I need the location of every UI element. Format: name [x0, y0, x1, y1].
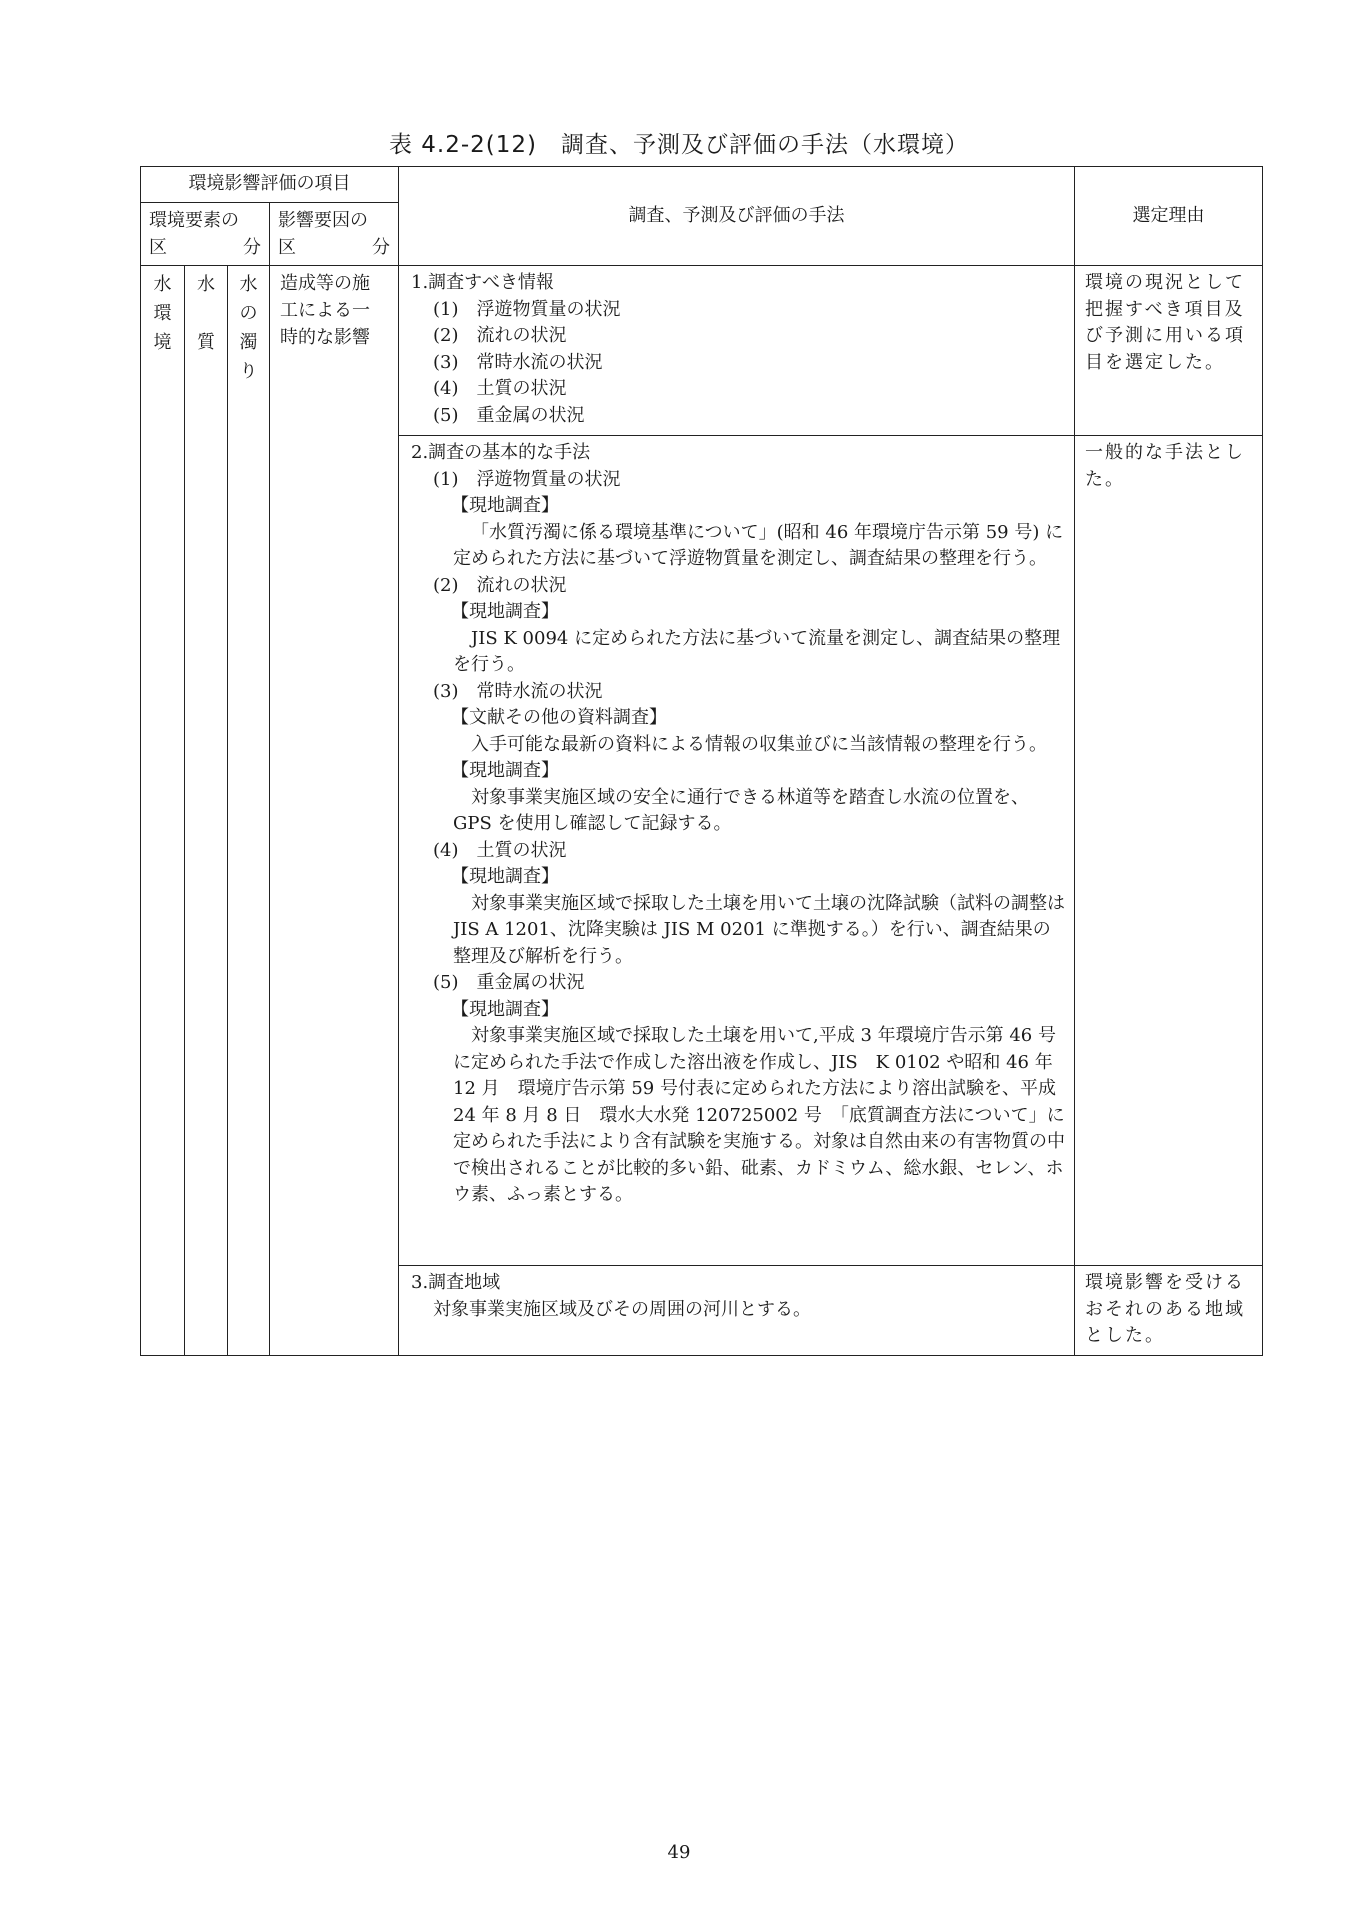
method-header: 調査、予測及び評価の手法	[628, 204, 845, 226]
env-category-char: 水	[153, 274, 172, 295]
method-paragraph: 対象事業実施区域で採取した土壌を用いて,平成 3 年環境庁告示第 46 号に定められた手法で作成した溶出液を作成し、JIS K 0102 や昭和 46 年 12 月 環境庁告示第 59 号付表に定められた方法により溶出試験を、平成 24 年 8 月 8 日 環水大水発 120725002 号 「底質調査方法について」に定められた手法により含有試験を実施する。対象は自然由来の有害物質の中で検出されることが比較的多い鉛、砒素、カドミウム、総水銀、セレン、ホウ素、ふっ素とする。	[453, 1025, 1065, 1205]
env-item-char: の	[239, 303, 258, 324]
env-element-header	[141, 203, 270, 266]
method-line: (3) 常時水流の状況	[433, 351, 603, 373]
env-item-char: 水	[239, 274, 258, 295]
impact-line: 工による一	[280, 300, 370, 321]
env-category-char: 境	[153, 332, 172, 353]
impact-factor-cell	[270, 266, 399, 1356]
reason-text: 一般的な手法とした。	[1085, 442, 1245, 490]
method-paragraph: 入手可能な最新の資料による情報の収集並びに当該情報の整理を行う。	[471, 733, 1047, 755]
impact-line: 時的な影響	[280, 327, 370, 348]
method-line: (1) 浮遊物質量の状況	[433, 468, 621, 490]
method-paragraph: 対象事業実施区域で採取した土壌を用いて土壌の沈降試験（試料の調整は JIS A 1201、沈降実験は JIS M 0201 に準拠する。）を行い、調査結果の整理及び解析を行う。	[453, 892, 1065, 967]
table-title: 表 4.2-2(12) 調査、予測及び評価の手法（水環境）	[388, 132, 970, 158]
method-line: (2) 流れの状況	[433, 325, 567, 346]
env-subcategory-cell	[185, 266, 228, 1356]
items-title: 環境影響評価の項目	[188, 173, 351, 195]
method-header-cell	[399, 167, 1075, 266]
method-line: 2.調査の基本的な手法	[411, 442, 591, 463]
method-table	[140, 166, 1263, 1356]
reason-text: 環境影響を受けるおそれのある地域とした。	[1085, 1272, 1245, 1346]
method-line: 対象事業実施区域及びその周囲の河川とする。	[433, 1298, 811, 1320]
env-element-ku: 区	[149, 237, 167, 258]
impact-factor-bun: 分	[372, 237, 390, 258]
reason-cell-3	[1075, 1266, 1263, 1356]
method-paragraph: JIS K 0094 に定められた方法に基づいて流量を測定し、調査結果の整理を行う。	[453, 627, 1061, 675]
method-line: (2) 流れの状況	[433, 574, 567, 596]
env-item-char: 濁	[239, 332, 258, 353]
method-cell-3	[399, 1266, 1075, 1356]
method-paragraph: 「水質汚濁に係る環境基準について」(昭和 46 年環境庁告示第 59 号) に定められた方法に基づいて浮遊物質量を測定し、調査結果の整理を行う。	[453, 521, 1064, 569]
method-line: 【現地調査】	[451, 866, 559, 887]
method-line: (4) 土質の状況	[433, 378, 567, 399]
impact-factor-header	[270, 203, 399, 266]
reason-cell-1	[1075, 266, 1263, 436]
method-line: (1) 浮遊物質量の状況	[433, 298, 621, 320]
reason-cell-2	[1075, 436, 1263, 1266]
method-line: (5) 重金属の状況	[433, 404, 585, 426]
method-line: 【現地調査】	[451, 760, 559, 781]
method-line: 【現地調査】	[451, 495, 559, 516]
method-line: (3) 常時水流の状況	[433, 680, 603, 702]
reason-header: 選定理由	[1132, 204, 1205, 226]
header-row-1	[141, 167, 1263, 203]
reason-header-cell	[1075, 167, 1263, 266]
env-item-cell	[228, 266, 270, 1356]
method-line: 1.調査すべき情報	[411, 272, 554, 293]
env-subcategory-char: 質	[197, 332, 215, 353]
method-line: (5) 重金属の状況	[433, 972, 585, 993]
items-title-cell	[141, 167, 399, 203]
env-element-line1: 環境要素の	[149, 210, 239, 231]
method-cell-2	[399, 436, 1075, 1266]
method-line: 【文献その他の資料調査】	[451, 707, 667, 728]
env-subcategory-char: 水	[197, 274, 215, 295]
method-paragraph: 対象事業実施区域の安全に通行できる林道等を踏査し水流の位置を、GPS を使用し確認して記録する。	[453, 786, 1029, 834]
reason-text: 環境の現況として把握すべき項目及び予測に用いる項目を選定した。	[1085, 272, 1245, 373]
section-row-1	[141, 266, 1263, 436]
method-line: 3.調査地域	[411, 1272, 501, 1293]
impact-factor-ku: 区	[278, 237, 296, 258]
method-line: (4) 土質の状況	[433, 839, 567, 861]
method-line: 【現地調査】	[451, 998, 559, 1020]
impact-factor-line1: 影響要因の	[278, 210, 368, 231]
method-cell-1	[399, 266, 1075, 436]
env-element-bun: 分	[243, 237, 261, 258]
env-item-char: り	[239, 361, 258, 382]
env-category-cell	[141, 266, 185, 1356]
page-number: 49	[667, 1842, 691, 1863]
method-line: 【現地調査】	[451, 601, 559, 622]
env-category-char: 環	[153, 303, 172, 324]
impact-line: 造成等の施	[280, 273, 370, 294]
